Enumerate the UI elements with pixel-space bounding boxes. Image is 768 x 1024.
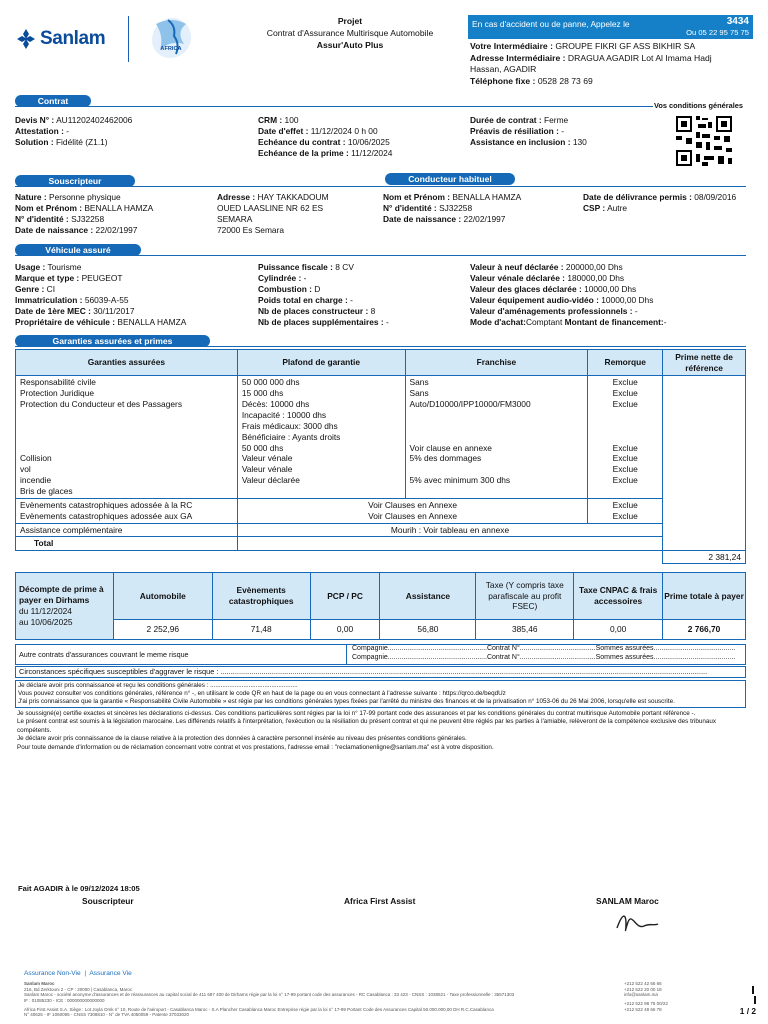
csp-value: Autre (607, 202, 628, 213)
contrat-col3 (470, 115, 587, 148)
plafond-incendie: Valeur vénale (241, 464, 293, 475)
premium-table (15, 572, 746, 640)
assistance-name: Assistance complémentaire (16, 523, 238, 537)
valeur-neuf-label: Valeur à neuf déclarée : (470, 262, 564, 272)
footer-legal (24, 981, 584, 1018)
legal-line-1: Je déclare avoir pris connaissance et reçu les conditions générales : .................................................. (18, 682, 298, 689)
cat-ga-remorque: Exclue (612, 511, 638, 522)
footer-link-vie[interactable]: Assurance Vie (89, 970, 132, 977)
side-mark-icon (752, 986, 756, 1006)
combustion-label: Combustion : (258, 283, 312, 294)
assistance-inclusion-value: 130 (572, 136, 587, 147)
accident-phone: Ou 05 22 95 75 75 (686, 28, 749, 37)
cat-ga: Evènements catastrophiques adossée aux GA (20, 511, 193, 522)
valeur-audio-label: Valeur équipement audio-vidéo : (470, 294, 599, 305)
conducteur-col2 (583, 192, 736, 214)
legal-paragraphs (17, 710, 752, 752)
other-contracts-divider (346, 645, 347, 664)
genre-label: Genre : (15, 283, 45, 294)
echeance-prime-label: Echéance de la prime : (258, 147, 349, 158)
attestation-label: Attestation : (15, 125, 64, 136)
address-line-3: SEMARA (217, 213, 253, 224)
plafond-rc: 50 000 000 dhs (241, 377, 300, 387)
assistance-inclusion-label: Assistance en inclusion : (470, 136, 571, 147)
decompte-to: au 10/06/2025 (19, 616, 73, 627)
cat-text-cell (237, 499, 588, 524)
immatriculation-label: Immatriculation : (15, 294, 83, 305)
cat-ga-text: Voir Clauses en Annexe (368, 511, 458, 522)
crm-label: CRM : (258, 115, 283, 125)
value-pcp: 0,00 (310, 620, 380, 640)
souscripteur-col1 (15, 192, 153, 236)
garantie-incendie: incendie (20, 475, 52, 486)
brand-name: Sanlam (40, 28, 106, 50)
preavis-value: - (561, 125, 565, 136)
decompte-title: Décompte de prime à payer en Dirhams (19, 584, 104, 606)
legal-paragraph-4: Pour toute demande d'information ou de réclamation concernant votre contrat et vos prestations, l'adresse email : "reclamationenligne@sanlam.ma" est à votre disposition. (17, 743, 494, 751)
title-line-projet: Projet (337, 16, 363, 26)
accident-text: En cas d'accident ou de panne, Appelez le (472, 19, 630, 29)
franchise-pj: Sans (409, 387, 429, 398)
garantie-pj: Protection Juridique (20, 387, 95, 398)
page-footer (24, 970, 754, 1018)
plafond-incapacite: Incapacité : 10000 dhs (241, 409, 327, 420)
garantie-conducteur: Protection du Conducteur et des Passagers (20, 398, 183, 409)
poids-label: Poids total en charge : (258, 294, 348, 305)
footer-line-1: 216, Bd Zerktouni 2 - CP : 20000 | Casablanca, Maroc (24, 986, 133, 992)
footer-line-5: N° 40625 - IF 1060095 - CNSS 7308810 - N° de TVA 4050059 - Patente 37033020 (24, 1012, 190, 1018)
header-divider (128, 16, 129, 62)
valeur-audio-value: 10000,00 Dhs (601, 294, 654, 305)
remorque-collision: Exclue (612, 442, 638, 453)
contrat-col2 (258, 115, 392, 159)
total-value: 2 381,24 (663, 550, 746, 564)
permis-value: 08/09/2016 (694, 192, 737, 202)
plafond-frais: Frais médicaux: 3000 dhs (241, 420, 338, 431)
vehicule-col1 (15, 262, 186, 328)
duree-label: Durée de contrat : (470, 115, 542, 125)
combustion-value: D (314, 283, 321, 294)
csp-label: CSP : (583, 202, 606, 213)
section-tab-garanties: Garanties assurées et primes (15, 335, 210, 347)
signature-souscripteur-label: Souscripteur (82, 896, 134, 906)
africa-first-assist-logo (146, 14, 196, 62)
financement-label: Montant de financement: (564, 316, 664, 327)
table-row (16, 550, 746, 564)
devis-value: AU11202402462006 (56, 115, 133, 125)
conducteur-naissance-value: 22/02/1997 (463, 213, 506, 224)
guarantees-table (15, 349, 746, 564)
value-cnpac: 0,00 (574, 620, 663, 640)
souscripteur-naissance-value: 22/02/1997 (95, 224, 138, 235)
sanlam-signature-icon (614, 908, 660, 936)
conducteur-nom-value: BENALLA HAMZA (452, 192, 522, 202)
conducteur-id-value: SJ32258 (439, 202, 473, 213)
intermediary-info (470, 41, 760, 88)
cat-remorque-cell (588, 499, 663, 524)
genre-value: CI (46, 283, 56, 294)
financement-value: - (663, 316, 667, 327)
valeur-neuf-value: 200000,00 Dhs (565, 262, 623, 272)
franchise-conducteur: Auto/D10000/IPP10000/FM3000 (409, 398, 531, 409)
crm-value: 100 (284, 115, 299, 125)
footer-contacts (624, 981, 724, 1018)
intermediary-address-label: Adresse Intermédiaire : (470, 52, 566, 63)
header-remorque: Remorque (588, 350, 663, 376)
remorque-rc: Exclue (612, 377, 638, 387)
sanlam-logo (16, 24, 116, 54)
devis-label: Devis N° : (15, 115, 55, 125)
valeur-glaces-value: 10000,00 Dhs (584, 283, 637, 294)
sanlam-mark-icon (16, 28, 36, 50)
remorque-incendie: Exclue (612, 464, 638, 475)
total-label: Total (16, 537, 238, 551)
cat-rc: Evènements catastrophiques adossée à la RC (20, 500, 193, 511)
plafond-cell (237, 376, 405, 499)
franchise-vol: 5% des dommages (409, 453, 482, 464)
footer-link-non-vie[interactable]: Assurance Non-Vie (24, 970, 81, 977)
souscripteur-id-label: N° d'identité : (15, 213, 69, 224)
franchise-cell (405, 376, 588, 499)
other-contracts-line-2: Compagnie...................................................Contrat N°.......................................Sommes assurées.......................................... (352, 654, 736, 661)
marque-label: Marque et type : (15, 272, 80, 283)
header-garanties: Garanties assurées (16, 350, 238, 376)
header-automobile: Automobile (113, 573, 212, 620)
address-line-2: OUED LAASLINE NR 62 ES (217, 202, 324, 213)
conducteur-id-label: N° d'identité : (383, 202, 437, 213)
places-supp-label: Nb de places supplémentaires : (258, 316, 384, 327)
usage-label: Usage : (15, 262, 46, 272)
conducteur-nom-label: Nom et Prénom : (383, 192, 451, 202)
intermediary-phone-label: Téléphone fixe : (470, 76, 536, 87)
legal-line-2: Vous pouvez consulter vos conditions générales, référence n° -, en utilisant le code QR en haut de la page ou en vous connectant à l'adresse suivante : https://qrco.de/beqdUz (18, 690, 506, 698)
franchise-rc: Sans (409, 377, 429, 387)
header-taxe: Taxe (Y compris taxe parafiscale au profit FSEC) (476, 573, 574, 620)
permis-label: Date de délivrance permis : (583, 192, 692, 202)
page-number: 1 / 2 (739, 1006, 756, 1016)
section-tab-contrat: Contrat (15, 95, 91, 107)
footer-email[interactable]: info@sanlam.ma (624, 992, 658, 998)
signature-sanlam-label: SANLAM Maroc (596, 896, 659, 906)
table-row (16, 523, 746, 537)
africa-logo-text: AFRICA (160, 46, 182, 52)
title-line-product: Assur'Auto Plus (316, 39, 384, 50)
proprietaire-label: Propriétaire de véhicule : (15, 316, 116, 327)
vehicule-col2 (258, 262, 389, 328)
garantie-collision: Collision (20, 453, 52, 464)
section-tab-vehicule: Véhicule assuré (15, 244, 141, 256)
total-spacer (237, 537, 662, 551)
proprietaire-value: BENALLA HAMZA (117, 316, 187, 327)
qr-code-icon[interactable] (674, 114, 734, 168)
mec-label: Date de 1ère MEC : (15, 305, 91, 316)
header-plafond: Plafond de garantie (237, 350, 405, 376)
value-assistance: 56,80 (380, 620, 476, 640)
franchise-bris: 5% avec minimum 300 dhs (409, 475, 511, 486)
intermediary-address-2: Hassan, AGADIR (470, 64, 537, 75)
mode-achat-value: Comptant (525, 316, 563, 327)
valeur-amenagement-value: - (634, 305, 638, 316)
remorque-conducteur: Exclue (612, 398, 638, 409)
accident-hotline-banner (468, 15, 753, 39)
signature-africa-label: Africa First Assist (344, 896, 416, 906)
header-prime-totale: Prime totale à payer (663, 573, 746, 620)
places-constructeur-label: Nb de places constructeur : (258, 305, 369, 316)
total-value-spacer (16, 550, 663, 564)
prime-nette-cell (663, 376, 746, 551)
legal-paragraph-3: Je déclare avoir pris connaissance de la clause relative à la protection des données à caractère personnel insérée au niveau des présentes conditions générales. (17, 735, 467, 743)
valeur-amenagement-label: Valeur d'aménagements professionnels : (470, 305, 633, 316)
contrat-col1 (15, 115, 132, 148)
value-taxe: 385,46 (476, 620, 574, 640)
cylindree-value: - (303, 272, 307, 283)
document-title (250, 16, 450, 52)
solution-label: Solution : (15, 136, 54, 147)
other-contracts-line-1: Compagnie...................................................Contrat N°.......................................Sommes assurées.......................................... (352, 645, 736, 652)
solution-value: Fidélité (Z1.1) (55, 136, 108, 147)
premium-values-row (16, 620, 746, 640)
fait-le: Fait AGADIR à le 09/12/2024 18:05 (18, 884, 140, 893)
marque-value: PEUGEOT (81, 272, 123, 283)
echeance-contrat-label: Echéance du contrat : (258, 136, 346, 147)
title-line-contract: Contrat d'Assurance Multirisque Automobile (266, 27, 434, 38)
nature-value: Personne physique (48, 192, 121, 202)
cat-rc-remorque: Exclue (612, 500, 638, 511)
remorque-vol: Exclue (612, 453, 638, 464)
preavis-label: Préavis de résiliation : (470, 125, 559, 136)
places-supp-value: - (386, 316, 389, 327)
circonstances-text: Circonstances spécifiques susceptibles d'aggraver le risque : ............................................................................................................................................................................................................................................. (19, 667, 708, 676)
other-contracts-label: Autre contrats d'assurances couvrant le meme risque (19, 650, 189, 659)
plafond-collision: 50 000 dhs (241, 442, 284, 453)
header-assistance: Assistance (380, 573, 476, 620)
value-prime-totale: 2 766,70 (663, 620, 746, 640)
header-franchise: Franchise (405, 350, 588, 376)
table-row (16, 499, 746, 524)
puissance-label: Puissance fiscale : (258, 262, 333, 272)
echeance-prime-value: 11/12/2024 (351, 147, 393, 158)
mec-value: 30/11/2017 (93, 305, 135, 316)
assistance-text: Mourih : Voir tableau en annexe (237, 523, 662, 537)
legal-line-3: J'ai pris connaissance que la garantie « Responsabilité Civile Automobile » est régie par les conditions générales types fixées par l'arrêté du ministre des finances et de la privatisation n° 1053-06 du 26 Mai 2006, lorsqu'elle est souscrite. (18, 698, 675, 706)
section-tab-souscripteur: Souscripteur (15, 175, 135, 187)
plafond-deces: Décès: 10000 dhs (241, 398, 310, 409)
intermediary-address-1: DRAGUA AGADIR Lot Al Imama Hadj (567, 52, 712, 63)
plafond-vol: Valeur vénale (241, 453, 293, 464)
address-line-4: 72000 Es Semara (217, 224, 285, 235)
other-contracts-box (15, 644, 746, 665)
garanties-names-cell (16, 376, 238, 499)
value-evenements: 71,48 (212, 620, 310, 640)
footer-company: Sanlam Maroc (24, 981, 55, 987)
accident-number: 3434 (726, 16, 749, 27)
footer-phone-1: +212 522 42 66 66 (624, 981, 662, 987)
cat-names-cell (16, 499, 238, 524)
footer-phone-3: +212 522 98 75 00/22 (624, 1001, 668, 1007)
conducteur-naissance-label: Date de naissance : (383, 213, 462, 224)
souscripteur-nom-value: BENALLA HAMZA (84, 202, 154, 213)
valeur-glaces-label: Valeur des glaces déclarée : (470, 283, 582, 294)
conducteur-col1 (383, 192, 521, 225)
header-cnpac: Taxe CNPAC & frais accessoires (574, 573, 663, 620)
valeur-venale-value: 180000,00 Dhs (567, 272, 625, 283)
franchise-collision: Voir clause en annexe (409, 442, 492, 453)
intermediary-name: GROUPE FIKRI GF ASS BIKHIR SA (555, 41, 696, 51)
vehicule-col3 (470, 262, 667, 328)
header-pcp: PCP / PC (310, 573, 380, 620)
table-row (16, 376, 746, 499)
souscripteur-address (217, 192, 329, 236)
valeur-venale-label: Valeur vénale déclarée : (470, 272, 565, 283)
duree-value: Ferme (544, 115, 569, 125)
circonstances-box (15, 666, 746, 678)
puissance-value: 8 CV (335, 262, 354, 272)
plafond-pj: 15 000 dhs (241, 387, 284, 398)
table-row (16, 537, 746, 551)
conditions-generales-label: Vos conditions générales (654, 101, 743, 110)
mode-achat-label: Mode d'achat: (470, 316, 526, 327)
footer-line-2: Sanlam Maroc - société anonyme d'assurances et de réassurances au capital social de 411 687 400 de Dirhams régie par la loi n° 17-99 portant code des assurances - RC Casablanca : 33 423 - CNSS : 1038521 - Taxe professionnelle : 35571303 (24, 992, 515, 998)
garantie-vol: vol (20, 464, 31, 475)
signature-area (18, 884, 758, 944)
usage-value: Tourisme (47, 262, 82, 272)
table-header-row (16, 350, 746, 376)
footer-line-3: IF : 01085230 - ICE : 000000000000000 (24, 998, 105, 1004)
garantie-rc: Responsabilité civile (20, 377, 96, 387)
address-label: Adresse : (217, 192, 256, 202)
attestation-value: - (66, 125, 69, 136)
footer-phone-2: +212 522 20 00 18 (624, 986, 662, 992)
decompte-cell (16, 573, 114, 640)
cat-rc-text: Voir Clauses en Annexe (368, 500, 458, 511)
date-effet-value: 11/12/2024 0 h 00 (310, 125, 378, 136)
souscripteur-naissance-label: Date de naissance : (15, 224, 94, 235)
legal-declarations-box (15, 680, 746, 708)
remorque-pj: Exclue (612, 387, 638, 398)
plafond-beneficiaire: Bénéficiaire : Ayants droits (241, 431, 341, 442)
legal-paragraph-1: Je soussigné(e) certifie exactes et sincères les déclarations ci-dessus. Ces conditions particulières sont régies par la loi n° 17-99 portant code des assurances et par les conditions générales du contrat multirisque Automobile portant référence -. (17, 710, 696, 717)
footer-phone-4: +212 522 48 66 78 (624, 1006, 662, 1012)
footer-links: Assurance Non-Vie | Assurance Vie (24, 970, 132, 977)
cylindree-label: Cylindrée : (258, 272, 302, 283)
contrat-rule (15, 106, 653, 107)
decompte-from: du 11/12/2024 (19, 606, 72, 616)
remorque-cell (588, 376, 663, 499)
poids-value: - (350, 294, 353, 305)
remorque-bris: Exclue (612, 475, 638, 486)
immatriculation-value: 56039-A-55 (84, 294, 129, 305)
plafond-bris: Valeur déclarée (241, 475, 300, 486)
intermediary-name-label: Votre Intermédiaire : (470, 41, 553, 51)
souscripteur-nom-label: Nom et Prénom : (15, 202, 83, 213)
echeance-contrat-value: 10/06/2025 (347, 136, 390, 147)
legal-paragraph-2: Le présent contrat est soumis à la législation marocaine. Les différends relatifs à l'interprétation, l'exécution ou la résiliation du présent contrat et qui ne peuvent être réglés par les parties à l'amiable, relèveront de la compétence exclusive des tribunaux compétents. (17, 718, 716, 734)
date-effet-label: Date d'effet : (258, 125, 309, 136)
nature-label: Nature : (15, 192, 47, 202)
intermediary-phone: 0528 28 73 69 (537, 76, 593, 87)
footer-line-4: Africa First Assist S.A. Siège : Lot Joyla Omk n° 10, Route de l'aéroport - Casablanca Maroc - S.A Plancher Casablanca Maroc Entreprise régie par la loi n° 17-99 Portant Code des Assurances Capital 50.000.000,00 DH R.C.Casablanca (24, 1006, 494, 1012)
value-automobile: 2 252,96 (113, 620, 212, 640)
header-evenements: Evènements catastrophiques (212, 573, 310, 620)
section-tab-conducteur: Conducteur habituel (385, 173, 515, 185)
garantie-bris: Bris de glaces (20, 486, 73, 497)
address-line-1: HAY TAKKADOUM (257, 192, 329, 202)
header-prime-nette: Prime nette de référence (663, 350, 746, 376)
places-constructeur-value: 8 (370, 305, 376, 316)
souscripteur-id-value: SJ32258 (71, 213, 105, 224)
premium-header-row (16, 573, 746, 620)
